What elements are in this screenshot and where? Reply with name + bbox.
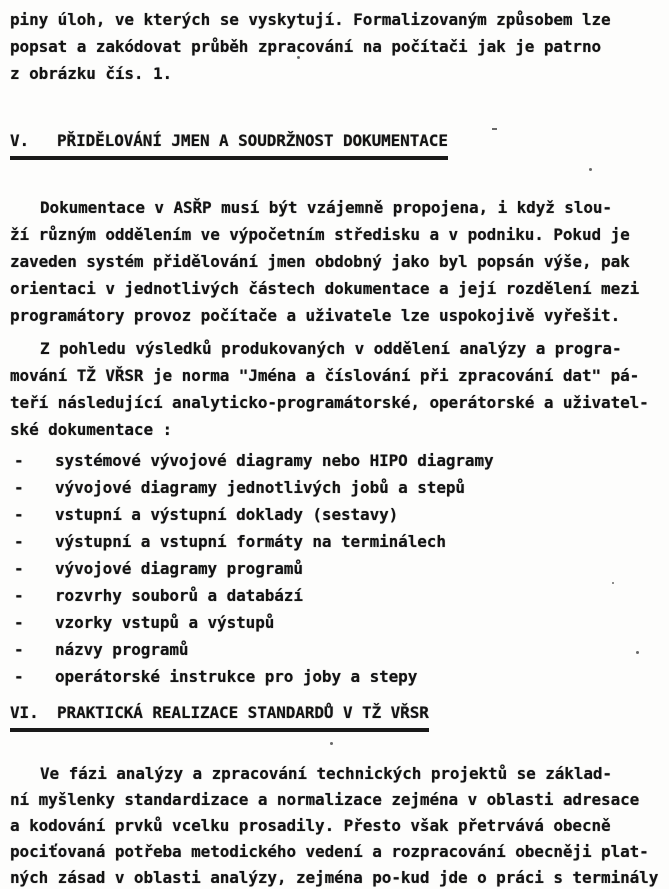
dash-bullet: - — [14, 667, 24, 686]
scan-speck — [330, 742, 333, 745]
list-item — [10, 447, 669, 474]
text-line: ží různým oddělením ve výpočetním středisku a v podniku. Pokud je — [10, 225, 630, 244]
text-line: Z pohledu výsledků produkovaných v oddělení analýzy a progra- — [40, 339, 622, 358]
section-v — [0, 131, 669, 160]
list-item — [10, 636, 669, 663]
text-line: Dokumentace v ASŘP musí být vzájemně propojena, i když slou- — [40, 198, 612, 217]
list-item — [10, 501, 669, 528]
dash-bullet: - — [14, 505, 24, 524]
section-v-title: PŘIDĚLOVÁNÍ JMEN A SOUDRŽNOST DOKUMENTACE — [57, 131, 448, 150]
section-vi — [0, 703, 669, 732]
intro-paragraph — [0, 6, 669, 87]
dash-bullet: - — [14, 640, 24, 659]
text-line: programátory provoz počítače a uživatele lze uspokojivě vyřešit. — [10, 306, 621, 325]
list-item-text: výstupní a vstupní formáty na terminálech — [55, 532, 446, 551]
section-v-heading — [10, 131, 448, 160]
list-item — [10, 609, 669, 636]
list-item-text: rozvrhy souborů a databází — [55, 586, 303, 605]
dash-bullet: - — [14, 559, 24, 578]
section-v-paragraph-2 — [0, 335, 669, 443]
documentation-list — [0, 447, 669, 690]
section-vi-paragraph-1 — [0, 761, 669, 889]
section-v-paragraph-1 — [0, 194, 669, 329]
scan-speck — [612, 582, 614, 584]
text-line: a kodování prvků vcelku prosadily. Přesto však přetrvává obecně — [10, 816, 611, 835]
dash-bullet: - — [14, 532, 24, 551]
scan-speck — [636, 651, 639, 654]
text-line: pociťovaná potřeba metodického vedení a rozpracování obecněji plat- — [10, 842, 649, 861]
dash-bullet: - — [14, 586, 24, 605]
text-line: zaveden systém přidělování jmen obdobný jako byl popsán výše, pak — [10, 252, 630, 271]
dash-bullet: - — [14, 451, 24, 470]
scan-speck — [492, 128, 497, 130]
list-item-text: vývojové diagramy programů — [55, 559, 303, 578]
scan-speck — [297, 56, 300, 59]
list-item-text: operátorské instrukce pro joby a stepy — [55, 667, 418, 686]
section-vi-number: VI. — [10, 703, 39, 722]
dash-bullet: - — [14, 478, 24, 497]
list-item-text: vstupní a výstupní doklady (sestavy) — [55, 505, 399, 524]
list-item — [10, 582, 669, 609]
list-item-text: vývojové diagramy jednotlivých jobů a stepů — [55, 478, 465, 497]
list-item — [10, 474, 669, 501]
list-item-text: vzorky vstupů a výstupů — [55, 613, 275, 632]
text-line: piny úloh, ve kterých se vyskytují. Formalizovaným způsobem lze — [10, 10, 611, 29]
list-item-text: názvy programů — [55, 640, 189, 659]
list-item — [10, 663, 669, 690]
list-item — [10, 555, 669, 582]
section-vi-heading — [10, 703, 429, 732]
text-line: ské dokumentace : — [10, 420, 173, 439]
section-vi-title: PRAKTICKÁ REALIZACE STANDARDŮ V TŽ VŘSR — [57, 703, 429, 722]
list-item — [10, 528, 669, 555]
text-line: popsat a zakódovat průběh zpracování na počítači jak je patrno — [10, 37, 602, 56]
text-line: ných zásad v oblasti analýzy, zejména po-kud jde o práci s terminály — [10, 868, 659, 887]
text-line: ní myšlenky standardizace a normalizace zejména v oblasti adresace — [10, 790, 640, 809]
text-line: teří následující analyticko-programátorské, operátorské a uživatel- — [10, 393, 649, 412]
text-line: z obrázku čís. 1. — [10, 64, 173, 83]
scan-speck — [589, 168, 592, 171]
text-line: Ve fázi analýzy a zpracování technických projektů se základ- — [40, 764, 612, 783]
text-line: orientaci v jednotlivých částech dokumentace a její rozdělení mezi — [10, 279, 640, 298]
dash-bullet: - — [14, 613, 24, 632]
list-item-text: systémové vývojové diagramy nebo HIPO diagramy — [55, 451, 494, 470]
section-v-number: V. — [10, 131, 30, 150]
text-line: mování TŽ VŘSR je norma "Jména a číslování při zpracování dat" pá- — [10, 366, 640, 385]
